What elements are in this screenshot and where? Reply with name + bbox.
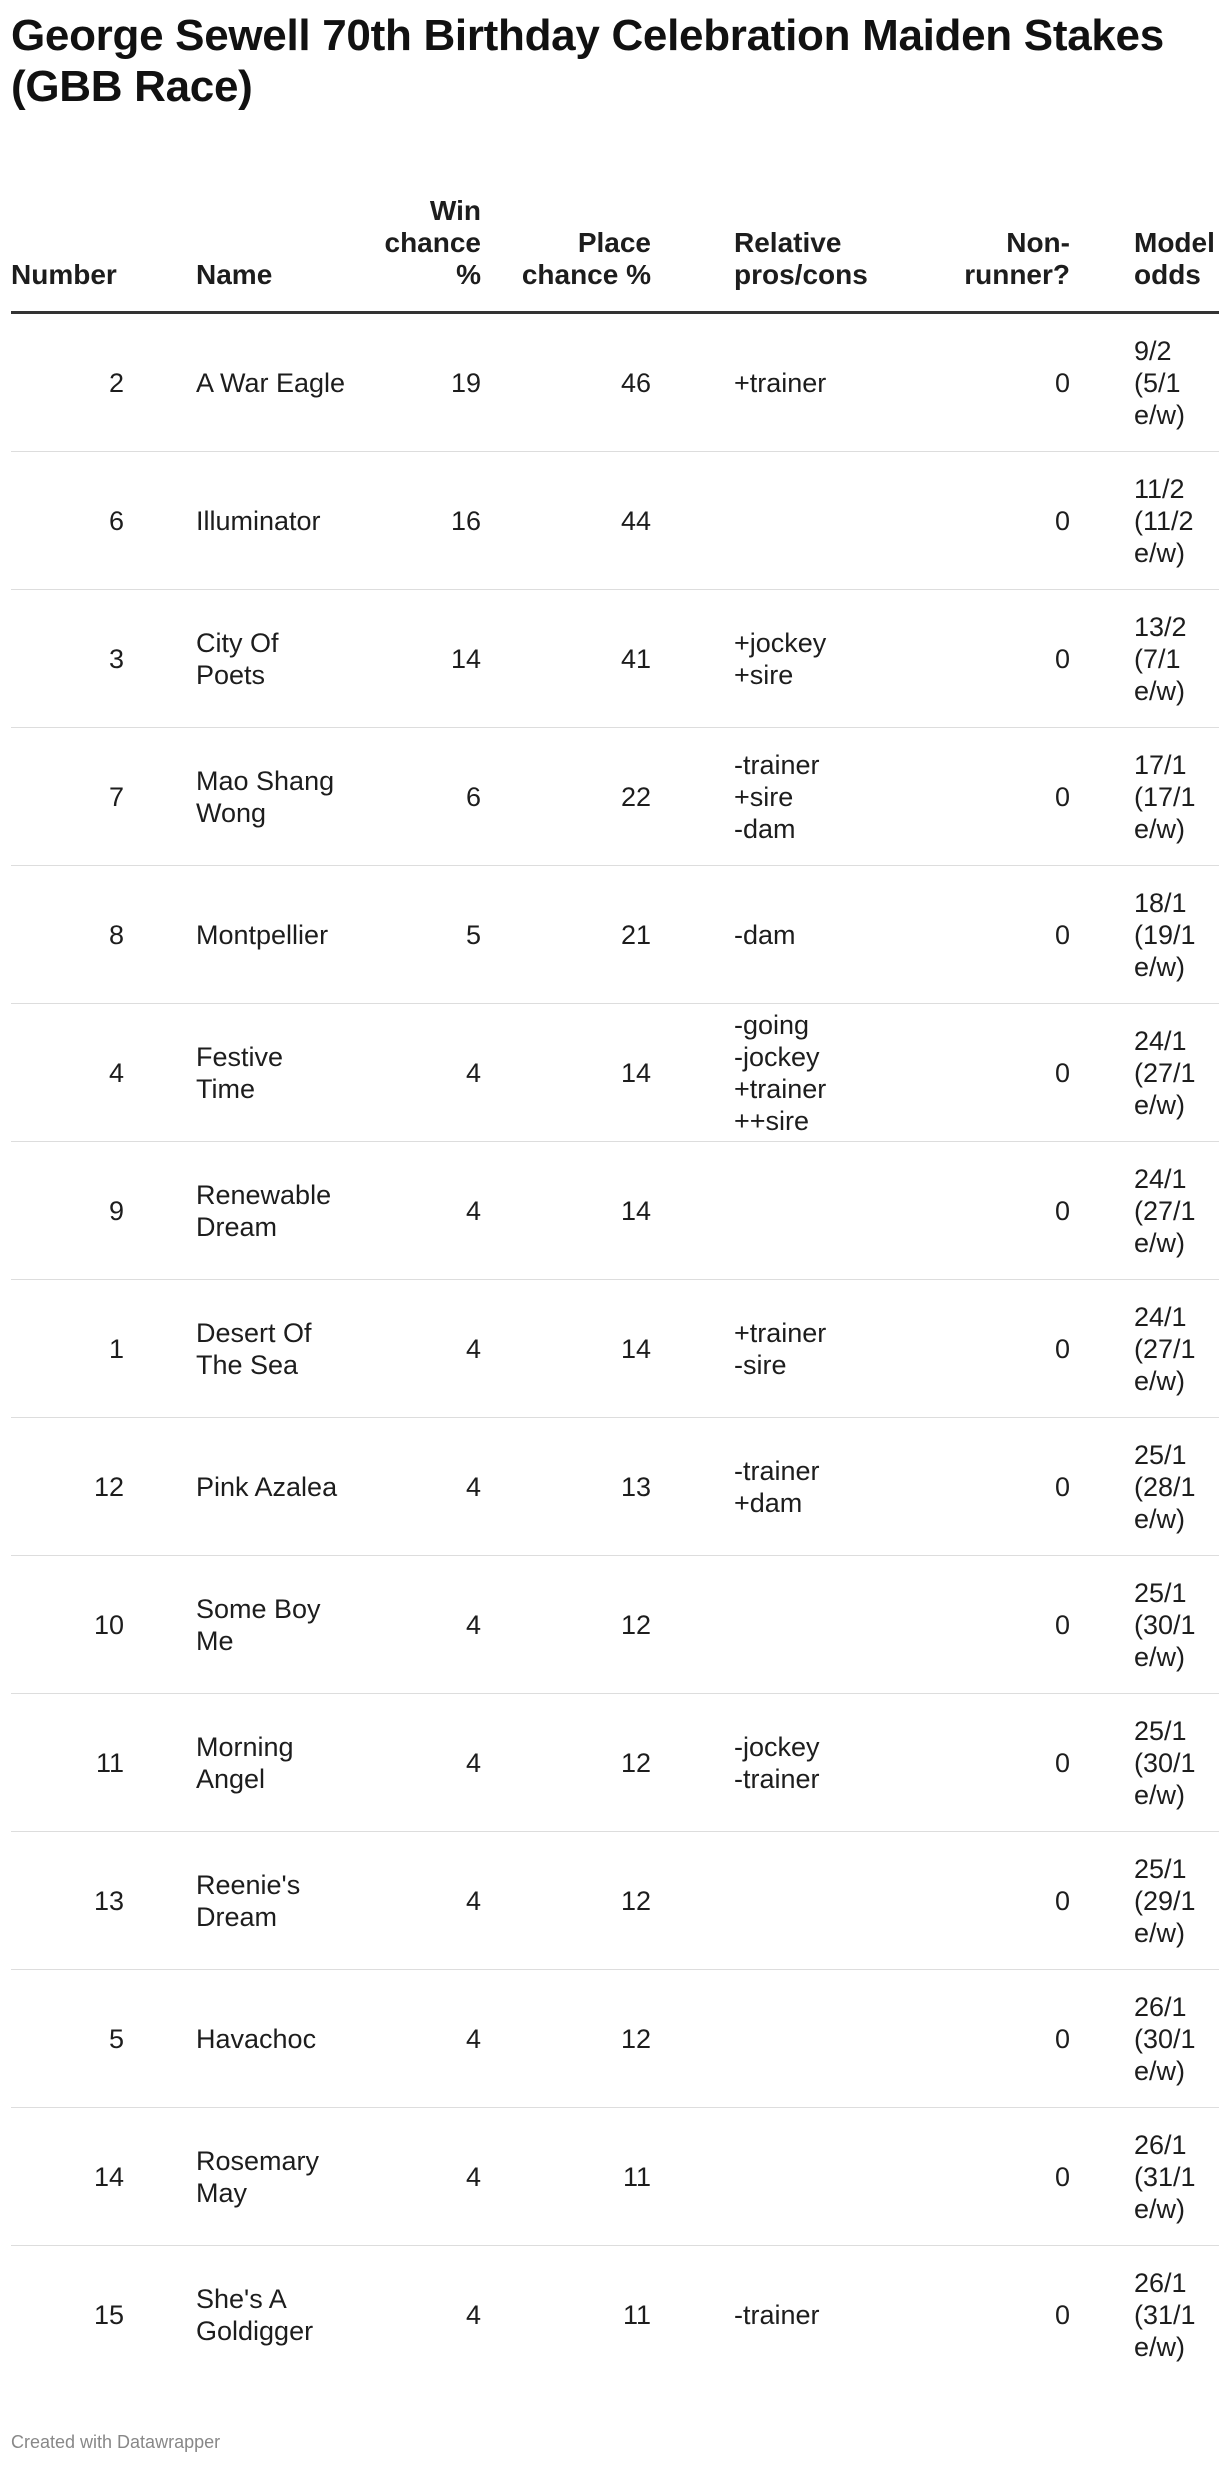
cell-non-runner	[870, 1004, 1070, 1142]
cell-relative-pros-cons-text: +trainer -sire	[734, 1317, 827, 1380]
cell-win-chance	[298, 452, 498, 590]
cell-place-chance-text: 11	[622, 2299, 651, 2330]
cell-place-chance	[498, 1556, 670, 1694]
table-row	[11, 866, 1219, 1004]
cell-place-chance-text: 14	[620, 1195, 651, 1226]
cell-number-text: 7	[108, 781, 124, 812]
header-number[interactable]	[11, 160, 124, 313]
cell-number-text: 11	[95, 1747, 124, 1778]
cell-name	[124, 313, 346, 452]
cell-win-chance-text: 19	[450, 367, 481, 398]
cell-non-runner-text: 0	[1054, 505, 1070, 536]
cell-name-text: Festive Time	[196, 1041, 284, 1104]
cell-number	[11, 866, 124, 1004]
cell-place-chance-text: 12	[620, 2023, 651, 2054]
cell-model-odds	[1070, 1142, 1219, 1280]
cell-non-runner-text: 0	[1054, 1195, 1070, 1226]
cell-model-odds-text: 24/1 (27/1 e/w)	[1134, 1025, 1196, 1120]
cell-win-chance-text: 5	[465, 919, 481, 950]
cell-number	[11, 1280, 124, 1418]
cell-place-chance-text: 12	[620, 1885, 651, 1916]
cell-place-chance	[498, 2246, 670, 2384]
cell-place-chance-text: 14	[620, 1057, 651, 1088]
cell-name	[124, 1142, 332, 1280]
table-row	[11, 1694, 1219, 1832]
cell-win-chance	[298, 1970, 498, 2108]
cell-model-odds-text: 25/1 (30/1 e/w)	[1134, 1577, 1196, 1672]
header-name[interactable]	[124, 160, 298, 313]
cell-non-runner-text: 0	[1054, 1609, 1070, 1640]
cell-place-chance-text: 41	[620, 643, 651, 674]
cell-non-runner-text: 0	[1054, 1747, 1070, 1778]
header-win-chance[interactable]	[298, 160, 498, 313]
cell-place-chance-text: 12	[620, 1609, 651, 1640]
table-row	[11, 1970, 1219, 2108]
cell-name-text: City Of Poets	[196, 627, 279, 690]
cell-win-chance	[298, 2246, 498, 2384]
header-relative-pros-cons-label: Relative pros/cons	[734, 227, 868, 290]
header-place-chance-label: Place chance %	[521, 227, 651, 290]
cell-relative-pros-cons	[670, 1556, 870, 1694]
cell-relative-pros-cons	[670, 2246, 870, 2384]
cell-name-text: Renewable Dream	[196, 1179, 332, 1242]
cell-model-odds	[1070, 728, 1219, 866]
cell-win-chance-text: 4	[465, 2161, 481, 2192]
cell-relative-pros-cons	[670, 1142, 870, 1280]
cell-place-chance	[498, 1418, 670, 1556]
cell-number-text: 3	[108, 643, 124, 674]
cell-number	[11, 2246, 124, 2384]
cell-relative-pros-cons	[670, 313, 870, 452]
cell-number	[11, 1970, 124, 2108]
cell-non-runner-text: 0	[1054, 2023, 1070, 2054]
cell-win-chance-text: 6	[465, 781, 481, 812]
cell-relative-pros-cons-text: -trainer +dam	[734, 1455, 820, 1518]
chart-title: George Sewell 70th Birthday Celebration Maiden Stakes (GBB Race)	[11, 11, 1164, 111]
cell-non-runner	[870, 728, 1070, 866]
cell-non-runner-text: 0	[1054, 2299, 1070, 2330]
cell-number	[11, 1142, 124, 1280]
cell-relative-pros-cons-text: -jockey -trainer	[734, 1731, 820, 1794]
cell-place-chance-text: 11	[622, 2161, 651, 2192]
cell-model-odds	[1070, 1556, 1219, 1694]
cell-model-odds-text: 13/2 (7/1 e/w)	[1134, 611, 1187, 706]
cell-non-runner-text: 0	[1054, 1471, 1070, 1502]
header-place-chance[interactable]	[498, 160, 670, 313]
cell-non-runner	[870, 1832, 1070, 1970]
cell-relative-pros-cons	[670, 1970, 870, 2108]
cell-win-chance-text: 4	[465, 1747, 481, 1778]
cell-number-text: 6	[108, 505, 124, 536]
cell-win-chance	[298, 1694, 498, 1832]
table-row	[11, 1832, 1219, 1970]
cell-place-chance	[498, 1004, 670, 1142]
cell-win-chance-text: 14	[450, 643, 481, 674]
cell-non-runner-text: 0	[1054, 643, 1070, 674]
cell-relative-pros-cons	[670, 452, 870, 590]
cell-number	[11, 590, 124, 728]
cell-place-chance	[498, 1832, 670, 1970]
cell-model-odds	[1070, 2108, 1219, 2246]
header-number-label: Number	[11, 259, 117, 290]
cell-non-runner-text: 0	[1054, 1885, 1070, 1916]
cell-win-chance-text: 4	[465, 1609, 481, 1640]
cell-relative-pros-cons-text: -going -jockey +trainer ++sire	[734, 1009, 827, 1136]
cell-place-chance	[498, 2108, 670, 2246]
table-row	[11, 1004, 1219, 1142]
cell-relative-pros-cons-text: -trainer +sire -dam	[734, 749, 820, 844]
cell-relative-pros-cons-text: +trainer	[734, 367, 827, 398]
header-name-label: Name	[196, 259, 273, 290]
cell-relative-pros-cons	[670, 2108, 870, 2246]
cell-name	[124, 2246, 314, 2384]
cell-number	[11, 2108, 124, 2246]
cell-place-chance-text: 22	[620, 781, 651, 812]
cell-place-chance-text: 12	[620, 1747, 651, 1778]
table-row	[11, 590, 1219, 728]
cell-number-text: 15	[93, 2299, 124, 2330]
cell-non-runner	[870, 1694, 1070, 1832]
cell-non-runner	[870, 1142, 1070, 1280]
cell-number	[11, 313, 124, 452]
cell-non-runner	[870, 1556, 1070, 1694]
cell-number	[11, 728, 124, 866]
cell-name	[124, 728, 335, 866]
cell-non-runner-text: 0	[1054, 919, 1070, 950]
cell-place-chance-text: 21	[620, 919, 651, 950]
cell-win-chance	[298, 1832, 498, 1970]
cell-number-text: 10	[93, 1609, 124, 1640]
cell-name-text: Montpellier	[196, 919, 329, 950]
footer-credit[interactable]: Created with Datawrapper	[11, 2432, 221, 2452]
table-row	[11, 728, 1219, 866]
cell-number-text: 5	[108, 2023, 124, 2054]
cell-place-chance	[498, 452, 670, 590]
cell-name	[124, 1556, 321, 1694]
cell-name-text: Pink Azalea	[196, 1471, 338, 1502]
cell-name-text: A War Eagle	[196, 367, 346, 398]
chart-container	[11, 0, 1219, 112]
cell-name-text: Desert Of The Sea	[196, 1317, 312, 1380]
cell-relative-pros-cons-text: -trainer	[734, 2299, 820, 2330]
table-row	[11, 1418, 1219, 1556]
cell-win-chance-text: 16	[450, 505, 481, 536]
cell-model-odds-text: 26/1 (30/1 e/w)	[1134, 1991, 1196, 2086]
cell-name-text: Havachoc	[196, 2023, 317, 2054]
cell-name	[124, 1970, 317, 2108]
table-row	[11, 2246, 1219, 2384]
cell-model-odds	[1070, 313, 1219, 452]
cell-place-chance	[498, 590, 670, 728]
table-row	[11, 2108, 1219, 2246]
cell-model-odds	[1070, 1280, 1219, 1418]
cell-name	[124, 1004, 298, 1142]
cell-number	[11, 1418, 124, 1556]
cell-model-odds-text: 9/2 (5/1 e/w)	[1134, 335, 1186, 430]
cell-place-chance-text: 14	[620, 1333, 651, 1364]
cell-name-text: Mao Shang Wong	[196, 765, 335, 828]
cell-model-odds-text: 26/1 (31/1 e/w)	[1134, 2267, 1196, 2362]
cell-name	[124, 1694, 298, 1832]
cell-model-odds	[1070, 1970, 1219, 2108]
cell-model-odds-text: 25/1 (29/1 e/w)	[1134, 1853, 1196, 1948]
cell-non-runner-text: 0	[1054, 367, 1070, 398]
cell-model-odds	[1070, 2246, 1219, 2384]
cell-name	[124, 1832, 301, 1970]
header-model-odds[interactable]	[1070, 160, 1219, 313]
cell-name	[124, 590, 298, 728]
cell-place-chance	[498, 1280, 670, 1418]
header-non-runner[interactable]	[870, 160, 1070, 313]
cell-place-chance	[498, 1970, 670, 2108]
cell-number-text: 13	[93, 1885, 124, 1916]
header-win-chance-label: Win chance %	[384, 195, 481, 290]
table-row	[11, 1142, 1219, 1280]
header-row	[11, 160, 1219, 313]
table-header	[11, 160, 1219, 313]
cell-win-chance	[298, 590, 498, 728]
cell-name	[124, 866, 329, 1004]
cell-place-chance	[498, 313, 670, 452]
cell-non-runner	[870, 2246, 1070, 2384]
cell-model-odds-text: 18/1 (19/1 e/w)	[1134, 887, 1196, 982]
cell-number	[11, 452, 124, 590]
cell-name	[124, 452, 321, 590]
cell-number-text: 12	[93, 1471, 124, 1502]
table-body	[11, 313, 1219, 2384]
cell-place-chance	[498, 866, 670, 1004]
cell-number-text: 2	[108, 367, 124, 398]
cell-name-text: Morning Angel	[196, 1731, 294, 1794]
cell-relative-pros-cons	[670, 1418, 870, 1556]
cell-number	[11, 1832, 124, 1970]
cell-place-chance-text: 46	[620, 367, 651, 398]
cell-place-chance-text: 44	[620, 505, 651, 536]
cell-model-odds-text: 25/1 (28/1 e/w)	[1134, 1439, 1196, 1534]
cell-relative-pros-cons	[670, 1694, 870, 1832]
cell-name	[124, 1280, 312, 1418]
cell-win-chance	[298, 2108, 498, 2246]
header-relative-pros-cons[interactable]	[670, 160, 870, 313]
cell-name-text: She's A Goldigger	[196, 2283, 314, 2346]
cell-place-chance	[498, 728, 670, 866]
cell-win-chance-text: 4	[465, 2299, 481, 2330]
cell-model-odds-text: 24/1 (27/1 e/w)	[1134, 1301, 1196, 1396]
cell-non-runner	[870, 452, 1070, 590]
cell-model-odds-text: 17/1 (17/1 e/w)	[1134, 749, 1196, 844]
cell-place-chance-text: 13	[620, 1471, 651, 1502]
cell-model-odds-text: 24/1 (27/1 e/w)	[1134, 1163, 1196, 1258]
cell-name-text: Reenie's Dream	[196, 1869, 301, 1932]
cell-model-odds	[1070, 1694, 1219, 1832]
cell-relative-pros-cons-text: +jockey +sire	[734, 627, 827, 690]
cell-number-text: 14	[93, 2161, 124, 2192]
cell-number-text: 4	[108, 1057, 124, 1088]
cell-number	[11, 1694, 124, 1832]
cell-number-text: 1	[108, 1333, 124, 1364]
cell-win-chance	[298, 1142, 498, 1280]
cell-win-chance	[298, 1556, 498, 1694]
cell-non-runner	[870, 866, 1070, 1004]
cell-win-chance	[298, 1004, 498, 1142]
cell-name	[124, 1418, 338, 1556]
cell-non-runner	[870, 2108, 1070, 2246]
table-row	[11, 1556, 1219, 1694]
cell-win-chance	[298, 728, 498, 866]
race-table	[11, 160, 1219, 2383]
cell-model-odds	[1070, 590, 1219, 728]
cell-relative-pros-cons	[670, 1280, 870, 1418]
cell-name-text: Illuminator	[196, 505, 321, 536]
cell-model-odds	[1070, 866, 1219, 1004]
cell-non-runner-text: 0	[1054, 781, 1070, 812]
cell-win-chance-text: 4	[465, 2023, 481, 2054]
cell-model-odds-text: 26/1 (31/1 e/w)	[1134, 2129, 1196, 2224]
cell-win-chance-text: 4	[465, 1333, 481, 1364]
cell-relative-pros-cons	[670, 728, 870, 866]
cell-win-chance-text: 4	[465, 1471, 481, 1502]
cell-non-runner-text: 0	[1054, 2161, 1070, 2192]
cell-model-odds	[1070, 452, 1219, 590]
cell-model-odds	[1070, 1832, 1219, 1970]
cell-non-runner-text: 0	[1054, 1057, 1070, 1088]
cell-non-runner	[870, 1280, 1070, 1418]
cell-win-chance-text: 4	[465, 1057, 481, 1088]
table-row	[11, 452, 1219, 590]
cell-non-runner	[870, 1970, 1070, 2108]
cell-non-runner	[870, 1418, 1070, 1556]
cell-model-odds	[1070, 1418, 1219, 1556]
cell-non-runner	[870, 590, 1070, 728]
cell-relative-pros-cons	[670, 590, 870, 728]
cell-win-chance-text: 4	[465, 1195, 481, 1226]
cell-relative-pros-cons	[670, 866, 870, 1004]
header-non-runner-label: Non-runner?	[964, 227, 1070, 290]
cell-relative-pros-cons-text: -dam	[734, 919, 796, 950]
cell-number	[11, 1556, 124, 1694]
cell-model-odds-text: 25/1 (30/1 e/w)	[1134, 1715, 1196, 1810]
cell-relative-pros-cons	[670, 1832, 870, 1970]
cell-name	[124, 2108, 320, 2246]
cell-number-text: 9	[108, 1195, 124, 1226]
cell-relative-pros-cons	[670, 1004, 870, 1142]
cell-win-chance	[298, 1280, 498, 1418]
cell-number	[11, 1004, 124, 1142]
cell-non-runner-text: 0	[1054, 1333, 1070, 1364]
cell-win-chance-text: 4	[465, 1885, 481, 1916]
table-row	[11, 1280, 1219, 1418]
cell-model-odds	[1070, 1004, 1219, 1142]
cell-name-text: Rosemary May	[196, 2145, 320, 2208]
cell-model-odds-text: 11/2 (11/2 e/w)	[1134, 473, 1194, 568]
header-model-odds-label: Model odds	[1134, 227, 1215, 290]
cell-non-runner	[870, 313, 1070, 452]
cell-place-chance	[498, 1694, 670, 1832]
cell-name-text: Some Boy Me	[196, 1593, 321, 1656]
cell-number-text: 8	[108, 919, 124, 950]
cell-place-chance	[498, 1142, 670, 1280]
table-row	[11, 313, 1219, 452]
